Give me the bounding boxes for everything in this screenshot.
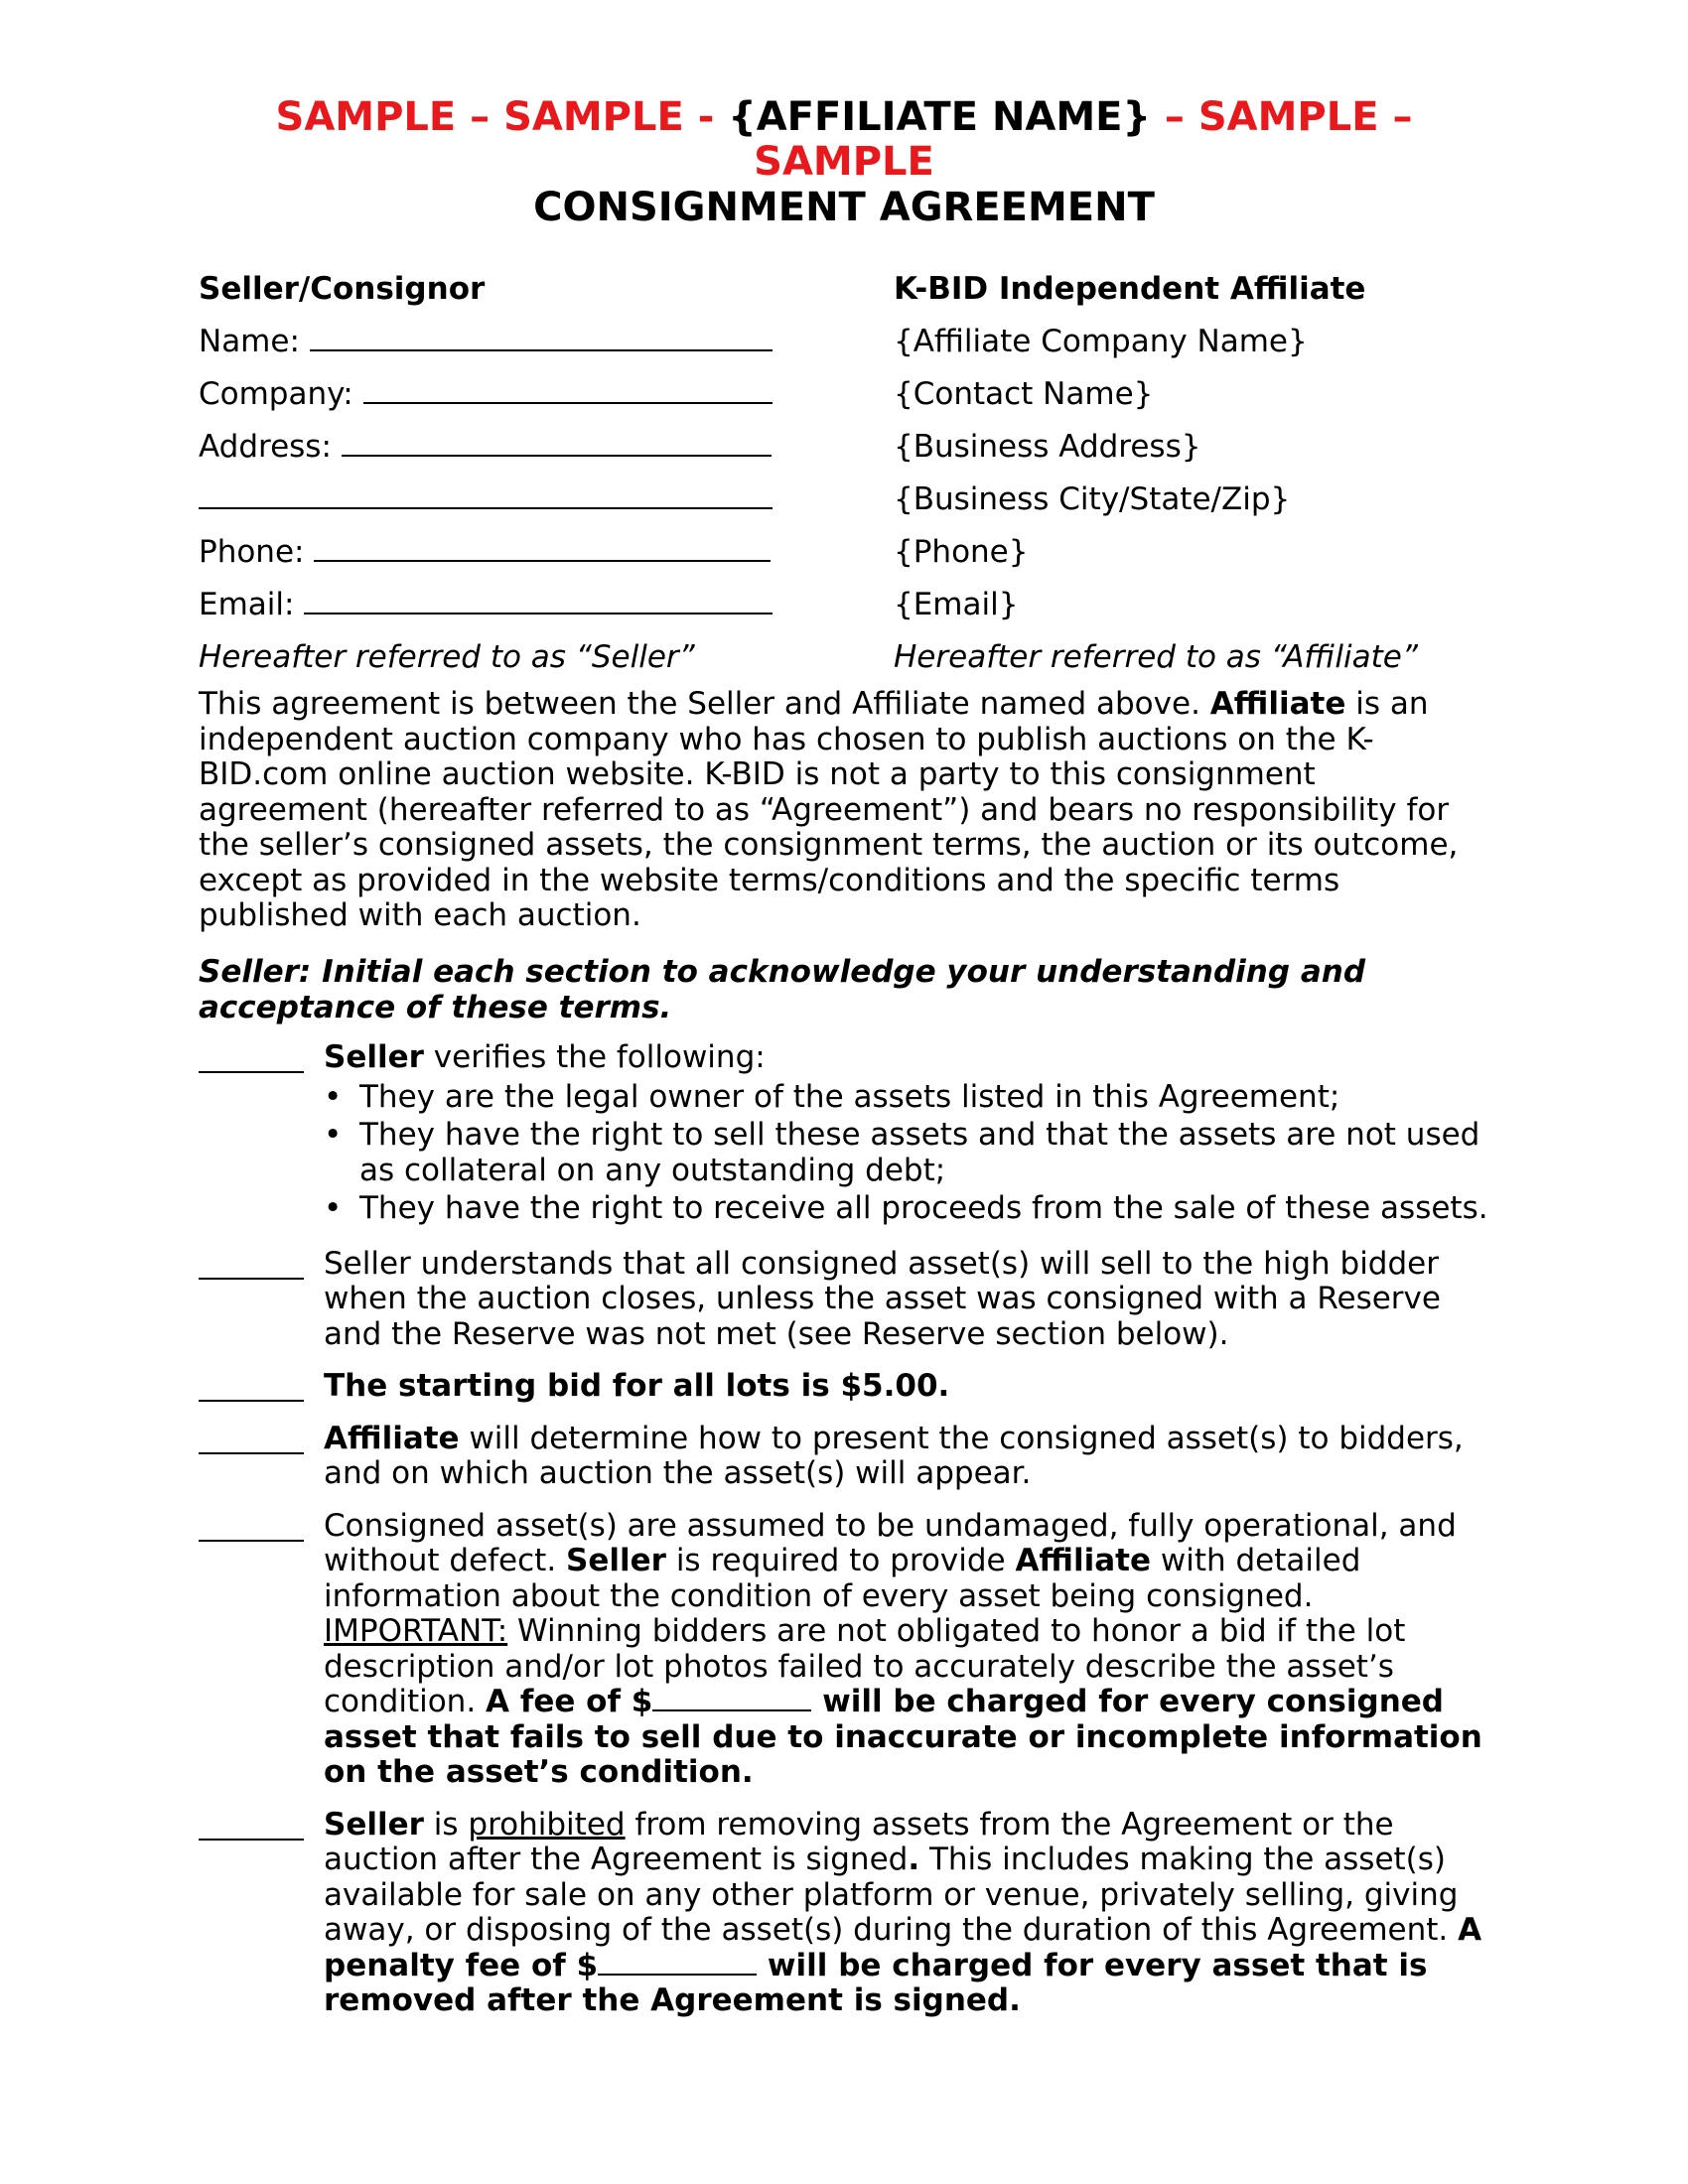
affiliate-name-placeholder: {AFFILIATE NAME}: [728, 94, 1151, 140]
term-section-condition: [199, 1509, 1509, 1791]
initial-blank-1[interactable]: [199, 1040, 304, 1073]
seller-phone-label: Phone:: [199, 533, 305, 570]
term6-text-3: This includes making the asset(s) available for sale on any other platform or venue, privately selling, giving away, or disposing of the asset(s) during the duration of this Agreement.: [324, 1842, 1459, 1948]
document-title: CONSIGNMENT AGREEMENT: [533, 185, 1155, 230]
parties-row-email: [199, 578, 1489, 630]
removal-fee-blank[interactable]: [598, 1950, 757, 1976]
condition-fee-blank[interactable]: [652, 1686, 811, 1711]
verification-list: [324, 1080, 1495, 1227]
term4-text: will determine how to present the consigned asset(s) to bidders, and on which auction the asset(s) will appear.: [324, 1420, 1464, 1491]
list-item: • They have the right to sell these assets and that the assets are not used as collateral on any outstanding debt;: [324, 1118, 1495, 1188]
seller-company-field[interactable]: [199, 376, 894, 412]
intro-text-2: is an independent auction company who has chosen to publish auctions on the K-BID.com online auction website. K-BID is not a party to this consignment agreement (hereafter referred to as “Agreement”) and bears no responsibility for the seller’s consigned assets, the consignment terms, the auction or its outcome, except as provided in the website terms/conditions and the specific terms published with each auction.: [199, 686, 1459, 933]
initial-blank-2[interactable]: [199, 1247, 304, 1280]
term-section-high-bidder: [199, 1247, 1509, 1353]
seller-company-line[interactable]: [363, 378, 773, 404]
affiliate-company-name: {Affiliate Company Name}: [894, 323, 1308, 359]
affiliate-business-address: {Business Address}: [894, 428, 1201, 465]
intro-text-1: This agreement is between the Seller and Affiliate named above.: [199, 686, 1210, 722]
term6-fee-suffix: will be charged for every asset that is removed after the Agreement is signed.: [324, 1947, 1428, 2018]
terms-sections: [199, 1040, 1509, 2036]
term-section-starting-bid: [199, 1369, 1509, 1405]
seller-name-line[interactable]: [310, 326, 773, 351]
term5-text-4: Winning bidders are not obligated to honor a bid if the lot description and/or lot photos failed to accurately describe the asset’s condition.: [324, 1613, 1406, 1719]
affiliate-contact-name: {Contact Name}: [894, 375, 1154, 412]
affiliate-heading: K-BID Independent Affiliate: [894, 270, 1366, 307]
term6-fee-prefix: A penalty fee of $: [324, 1912, 1482, 1983]
sample-text-line2: SAMPLE: [754, 139, 934, 185]
seller-email-field[interactable]: [199, 587, 894, 622]
seller-email-label: Email:: [199, 586, 295, 622]
term-body-6: [324, 1808, 1495, 2019]
seller-phone-line[interactable]: [314, 536, 771, 562]
term-section-presentation: [199, 1422, 1509, 1492]
term-body-1: [324, 1040, 1495, 1230]
term5-bold-affiliate: Affiliate: [1015, 1543, 1152, 1578]
document-header: [199, 95, 1489, 230]
term6-text-2: from removing assets from the Agreement or the auction after the Agreement is signed: [324, 1806, 1394, 1877]
parties-row-name: [199, 315, 1489, 367]
initial-instruction: Seller: Initial each section to acknowledge your understanding and acceptance of these terms.: [199, 954, 1366, 1025]
seller-name-label: Name:: [199, 323, 300, 359]
term5-fee-suffix: will be charged for every consigned asset that fails to sell due to inaccurate or incomplete information on the asset’s condition.: [324, 1684, 1482, 1790]
term6-bold-seller: Seller: [324, 1806, 424, 1843]
term6-text-1: is: [423, 1806, 469, 1843]
term-body-2: Seller understands that all consigned asset(s) will sell to the high bidder when the auction closes, unless the asset was consigned with a Reserve and the Reserve was not met (see Reserve section below).: [324, 1245, 1441, 1352]
affiliate-phone: {Phone}: [894, 533, 1029, 570]
term-body-4: [324, 1422, 1495, 1492]
seller-address-label: Address:: [199, 428, 332, 465]
term-section-verification: [199, 1040, 1509, 1230]
term5-text-1: Consigned asset(s) are assumed to be undamaged, fully operational, and without defect.: [324, 1507, 1457, 1578]
seller-heading: Seller/Consignor: [199, 270, 486, 307]
list-item: • They are the legal owner of the assets listed in this Agreement;: [324, 1080, 1495, 1116]
intro-affiliate-bold: Affiliate: [1209, 686, 1346, 722]
affiliate-referred-note: Hereafter referred to as “Affiliate”: [894, 638, 1418, 675]
term-body-3: The starting bid for all lots is $5.00.: [324, 1368, 950, 1404]
seller-company-label: Company:: [199, 375, 353, 412]
initial-blank-6[interactable]: [199, 1808, 304, 1841]
term4-bold: Affiliate: [324, 1420, 460, 1456]
term5-text-3: with detailed information about the condition of every asset being consigned.: [324, 1543, 1361, 1614]
initial-blank-3[interactable]: [199, 1369, 304, 1402]
list-item: • They have the right to receive all proceeds from the sale of these assets.: [324, 1191, 1495, 1227]
seller-address-line[interactable]: [342, 431, 772, 457]
parties-heading-row: [199, 262, 1489, 315]
term5-important: IMPORTANT:: [324, 1613, 508, 1649]
sample-text-right: – SAMPLE –: [1150, 94, 1413, 140]
term6-period: .: [908, 1842, 920, 1877]
parties-row-phone: [199, 525, 1489, 578]
seller-address-line2[interactable]: [199, 483, 773, 509]
term1-bold: Seller: [324, 1039, 424, 1075]
affiliate-business-city: {Business City/State/Zip}: [894, 480, 1291, 517]
term1-text: verifies the following:: [423, 1039, 766, 1075]
affiliate-email: {Email}: [894, 586, 1019, 622]
seller-phone-field[interactable]: [199, 534, 894, 570]
term5-fee-prefix: A fee of $: [486, 1684, 653, 1719]
seller-referred-note: Hereafter referred to as “Seller”: [199, 638, 695, 675]
parties-row-referred: [199, 630, 1489, 683]
term5-bold-seller: Seller: [566, 1543, 666, 1578]
initial-blank-5[interactable]: [199, 1509, 304, 1542]
sample-banner: [199, 95, 1489, 140]
seller-email-line[interactable]: [304, 589, 773, 614]
parties-row-city: [199, 473, 1489, 525]
term-body-5: [324, 1509, 1495, 1791]
intro-paragraph: [199, 687, 1489, 934]
parties-block: [199, 262, 1489, 683]
initial-blank-4[interactable]: [199, 1422, 304, 1454]
seller-address-line2-field[interactable]: [199, 481, 894, 517]
sample-text-left: SAMPLE – SAMPLE -: [275, 94, 729, 140]
seller-address-field[interactable]: [199, 429, 894, 465]
parties-row-company: [199, 367, 1489, 420]
term5-text-2: is required to provide: [665, 1543, 1016, 1578]
parties-row-address: [199, 420, 1489, 473]
seller-name-field[interactable]: [199, 324, 894, 359]
term-section-removal: [199, 1808, 1509, 2019]
term6-prohibited: prohibited: [468, 1806, 626, 1843]
